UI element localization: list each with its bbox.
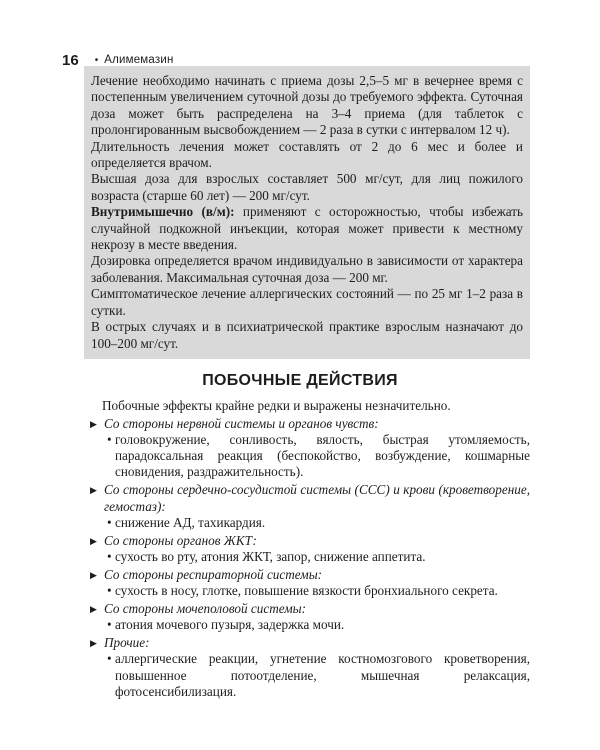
bullet-icon: • [107, 617, 112, 633]
effect-group [84, 635, 530, 699]
side-effects-section [84, 398, 530, 702]
dosage-paragraph: Длительность лечения может составлять от 2 до 6 мес и более и определяется врачом. [91, 138, 523, 171]
bullet-icon: • [107, 514, 112, 530]
effect-item: аллергические реакции, угнетение костномозгового кроветворения, повышенное потоотделение, мышечная релаксация, фотосенсибилизация. [115, 651, 530, 699]
group-heading: Со стороны сердечно-сосудистой системы (ССС) и крови (кроветворение, гемостаз): [104, 482, 530, 514]
effect-group [84, 533, 530, 565]
effect-item: сухость в носу, глотке, повышение вязкости бронхиального секрета. [115, 583, 498, 599]
im-paragraph [91, 204, 523, 253]
triangle-marker-icon: ▶ [90, 485, 97, 496]
side-effects-intro: Побочные эффекты крайне редки и выражены незначительно. [102, 398, 451, 413]
section-title: ПОБОЧНЫЕ ДЕЙСТВИЯ [202, 372, 398, 389]
triangle-marker-icon: ▶ [90, 638, 97, 649]
dosage-paragraph: Высшая доза для взрослых составляет 500 мг/сут, для лиц пожилого возраста (старше 60 лет) — 200 мг/сут. [91, 171, 523, 203]
group-heading: Прочие: [104, 635, 150, 651]
bullet-icon: • [107, 548, 112, 564]
triangle-marker-icon: ▶ [90, 419, 97, 430]
effect-item: атония мочевого пузыря, задержка мочи. [115, 617, 345, 633]
dosage-box [84, 66, 530, 359]
triangle-marker-icon: ▶ [90, 535, 97, 546]
effect-group [84, 482, 530, 530]
group-heading: Со стороны органов ЖКТ: [104, 532, 257, 548]
bullet-icon: • [107, 651, 112, 667]
running-title: Алимемазин [104, 54, 174, 66]
bullet-icon: • [107, 432, 112, 448]
effect-item: снижение АД, тахикардия. [115, 514, 266, 530]
dosage-paragraph: Лечение необходимо начинать с приема дозы 2,5–5 мг в вечернее время с постепенным увеличением суточной дозы до требуемого эффекта. Суточная доза может быть распределена на 3–4 приема (для таблеток с пролонгированным высвобождением — 2 раза в сутки с интервалом 12 ч). [91, 73, 523, 138]
effect-item: головокружение, сонливость, вялость, быстрая утомляемость, парадоксальная реакция (беспокойство, возбуждение, кошмарные сновидения, раздражительность). [115, 432, 530, 480]
bullet-icon: • [107, 583, 112, 599]
triangle-marker-icon: ▶ [90, 604, 97, 615]
dosage-paragraph: Симптоматическое лечение аллергических состояний — по 25 мг 1–2 раза в сутки. [91, 286, 523, 318]
dosage-paragraph: Дозировка определяется врачом индивидуально в зависимости от характера заболевания. Максимальная суточная доза — 200 мг. [91, 253, 523, 285]
group-heading: Со стороны мочеполовой системы: [104, 601, 307, 617]
effect-group [84, 567, 530, 599]
dosage-paragraph: В острых случаях и в психиатрической практике взрослым назначают до 100–200 мг/сут. [91, 319, 523, 351]
group-heading: Со стороны нервной системы и органов чувств: [104, 416, 379, 432]
effect-group [84, 601, 530, 633]
effect-item: сухость во рту, атония ЖКТ, запор, снижение аппетита. [115, 548, 426, 564]
effect-group [84, 416, 530, 480]
page-number: 16 [62, 51, 79, 69]
triangle-marker-icon: ▶ [90, 569, 97, 580]
header-separator: • [94, 54, 99, 66]
im-route-text: применяют с осторожностью, чтобы избежать случайной подкожной инъекции, которая может привести к местному некрозу в месте введения. [91, 204, 523, 253]
im-route-label: Внутримышечно (в/м): [91, 204, 235, 220]
group-heading: Со стороны респираторной системы: [104, 566, 323, 582]
